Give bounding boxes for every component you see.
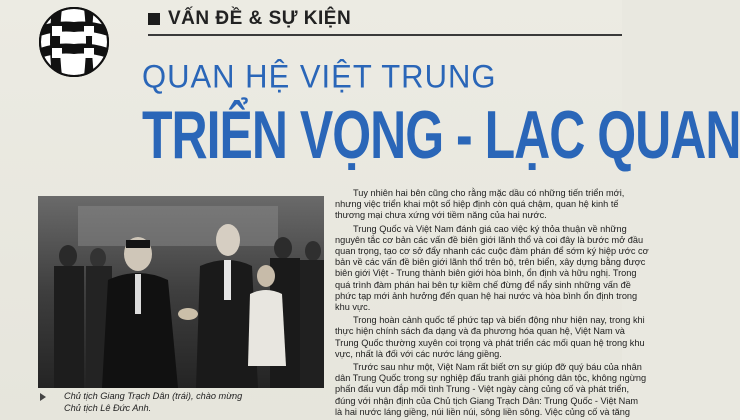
headline-line-1: QUAN HỆ VIỆT TRUNG [142,58,497,95]
text-line: thương mại chưa xứng với tiềm năng của hai nước. [335,210,547,221]
text-line: đúng với nhận định của Chủ tịch Giang Trạch Dân: Trung Quốc - Việt Nam [335,395,639,406]
section-marker [148,13,160,25]
photo-caption [64,390,324,414]
section-header [148,8,351,30]
paragraph [335,362,647,418]
paragraph [335,223,649,314]
text-line: là hai nước láng giềng, núi liền núi, sông liền sông. Việc củng cố và tăng [335,406,630,417]
paragraph [335,315,645,360]
text-line: dân Trung Quốc trong sự nghiệp đấu tranh giải phóng dân tộc, không ngừng [335,373,647,384]
article-body [335,188,649,420]
text-line: khu vực. [335,302,371,313]
text-line: Tuy nhiên hai bên cũng cho rằng mặc dầu có những tiến triển mới, [353,188,625,198]
caption-bullet-icon [40,393,46,401]
magazine-logo [38,6,110,78]
text-line: bản về các vấn đề biên giới lãnh thổ trên bộ, trên biển, xây dựng bằng được [335,257,646,268]
text-line: thực hiện chính sách đa dạng và đa phương hóa quan hệ, Việt Nam và [335,326,625,337]
paragraph [335,188,625,222]
text-line: Trung Quốc thường xuyên coi trọng và phát triển các mối quan hệ trong khu [335,337,645,348]
text-line: phấn đấu vun đắp mối tình Trung - Việt ngày càng củng cố và phát triển, [335,384,630,395]
article-photo [38,196,324,388]
headline-line-2: TRIỂN VỌNG - LẠC QUAN [142,97,740,173]
text-line: biên giới Việt - Trung thành biên giới hòa bình, ổn định và hữu nghị. Trong [335,268,637,279]
header-rule [148,34,622,36]
caption-line-1: Chủ tịch Giang Trạch Dân (trái), chào mừng [64,391,243,401]
text-line: quan trọng, tạo cơ sở đẩy nhanh các cuộc đàm phán để sớm ký hiệp ước cơ [335,246,649,257]
text-line: phức tạp mới ảnh hưởng đến quan hệ hai nước và hòa bình ổn định trong [335,290,638,301]
section-title: VẤN ĐỀ & SỰ KIỆN [168,8,352,29]
text-line: nhưng việc triển khai một số hiệp định còn quá chậm, quan hệ kinh tế [335,199,619,210]
text-line: Trung Quốc và Việt Nam đánh giá cao việc ký thỏa thuận về những [353,223,627,234]
text-line: Trước sau như một, Việt Nam rất biết ơn sự giúp đỡ quý báu của nhân [353,362,642,373]
text-line: nguyên tắc cơ bản các vấn đề biên giới lãnh thổ và coi đây là bước mở đầu [335,234,644,245]
text-line: vực, nhất là đối với các nước láng giềng. [335,348,502,359]
text-line: quá trình đàm phán hai bên tự kiềm chế đừng để nẩy sinh những vấn đề [335,279,631,290]
caption-line-2: Chủ tịch Lê Đức Anh. [64,403,152,413]
text-line: Trong hoàn cảnh quốc tế phức tạp và biến động như hiện nay, trong khi [353,315,645,326]
